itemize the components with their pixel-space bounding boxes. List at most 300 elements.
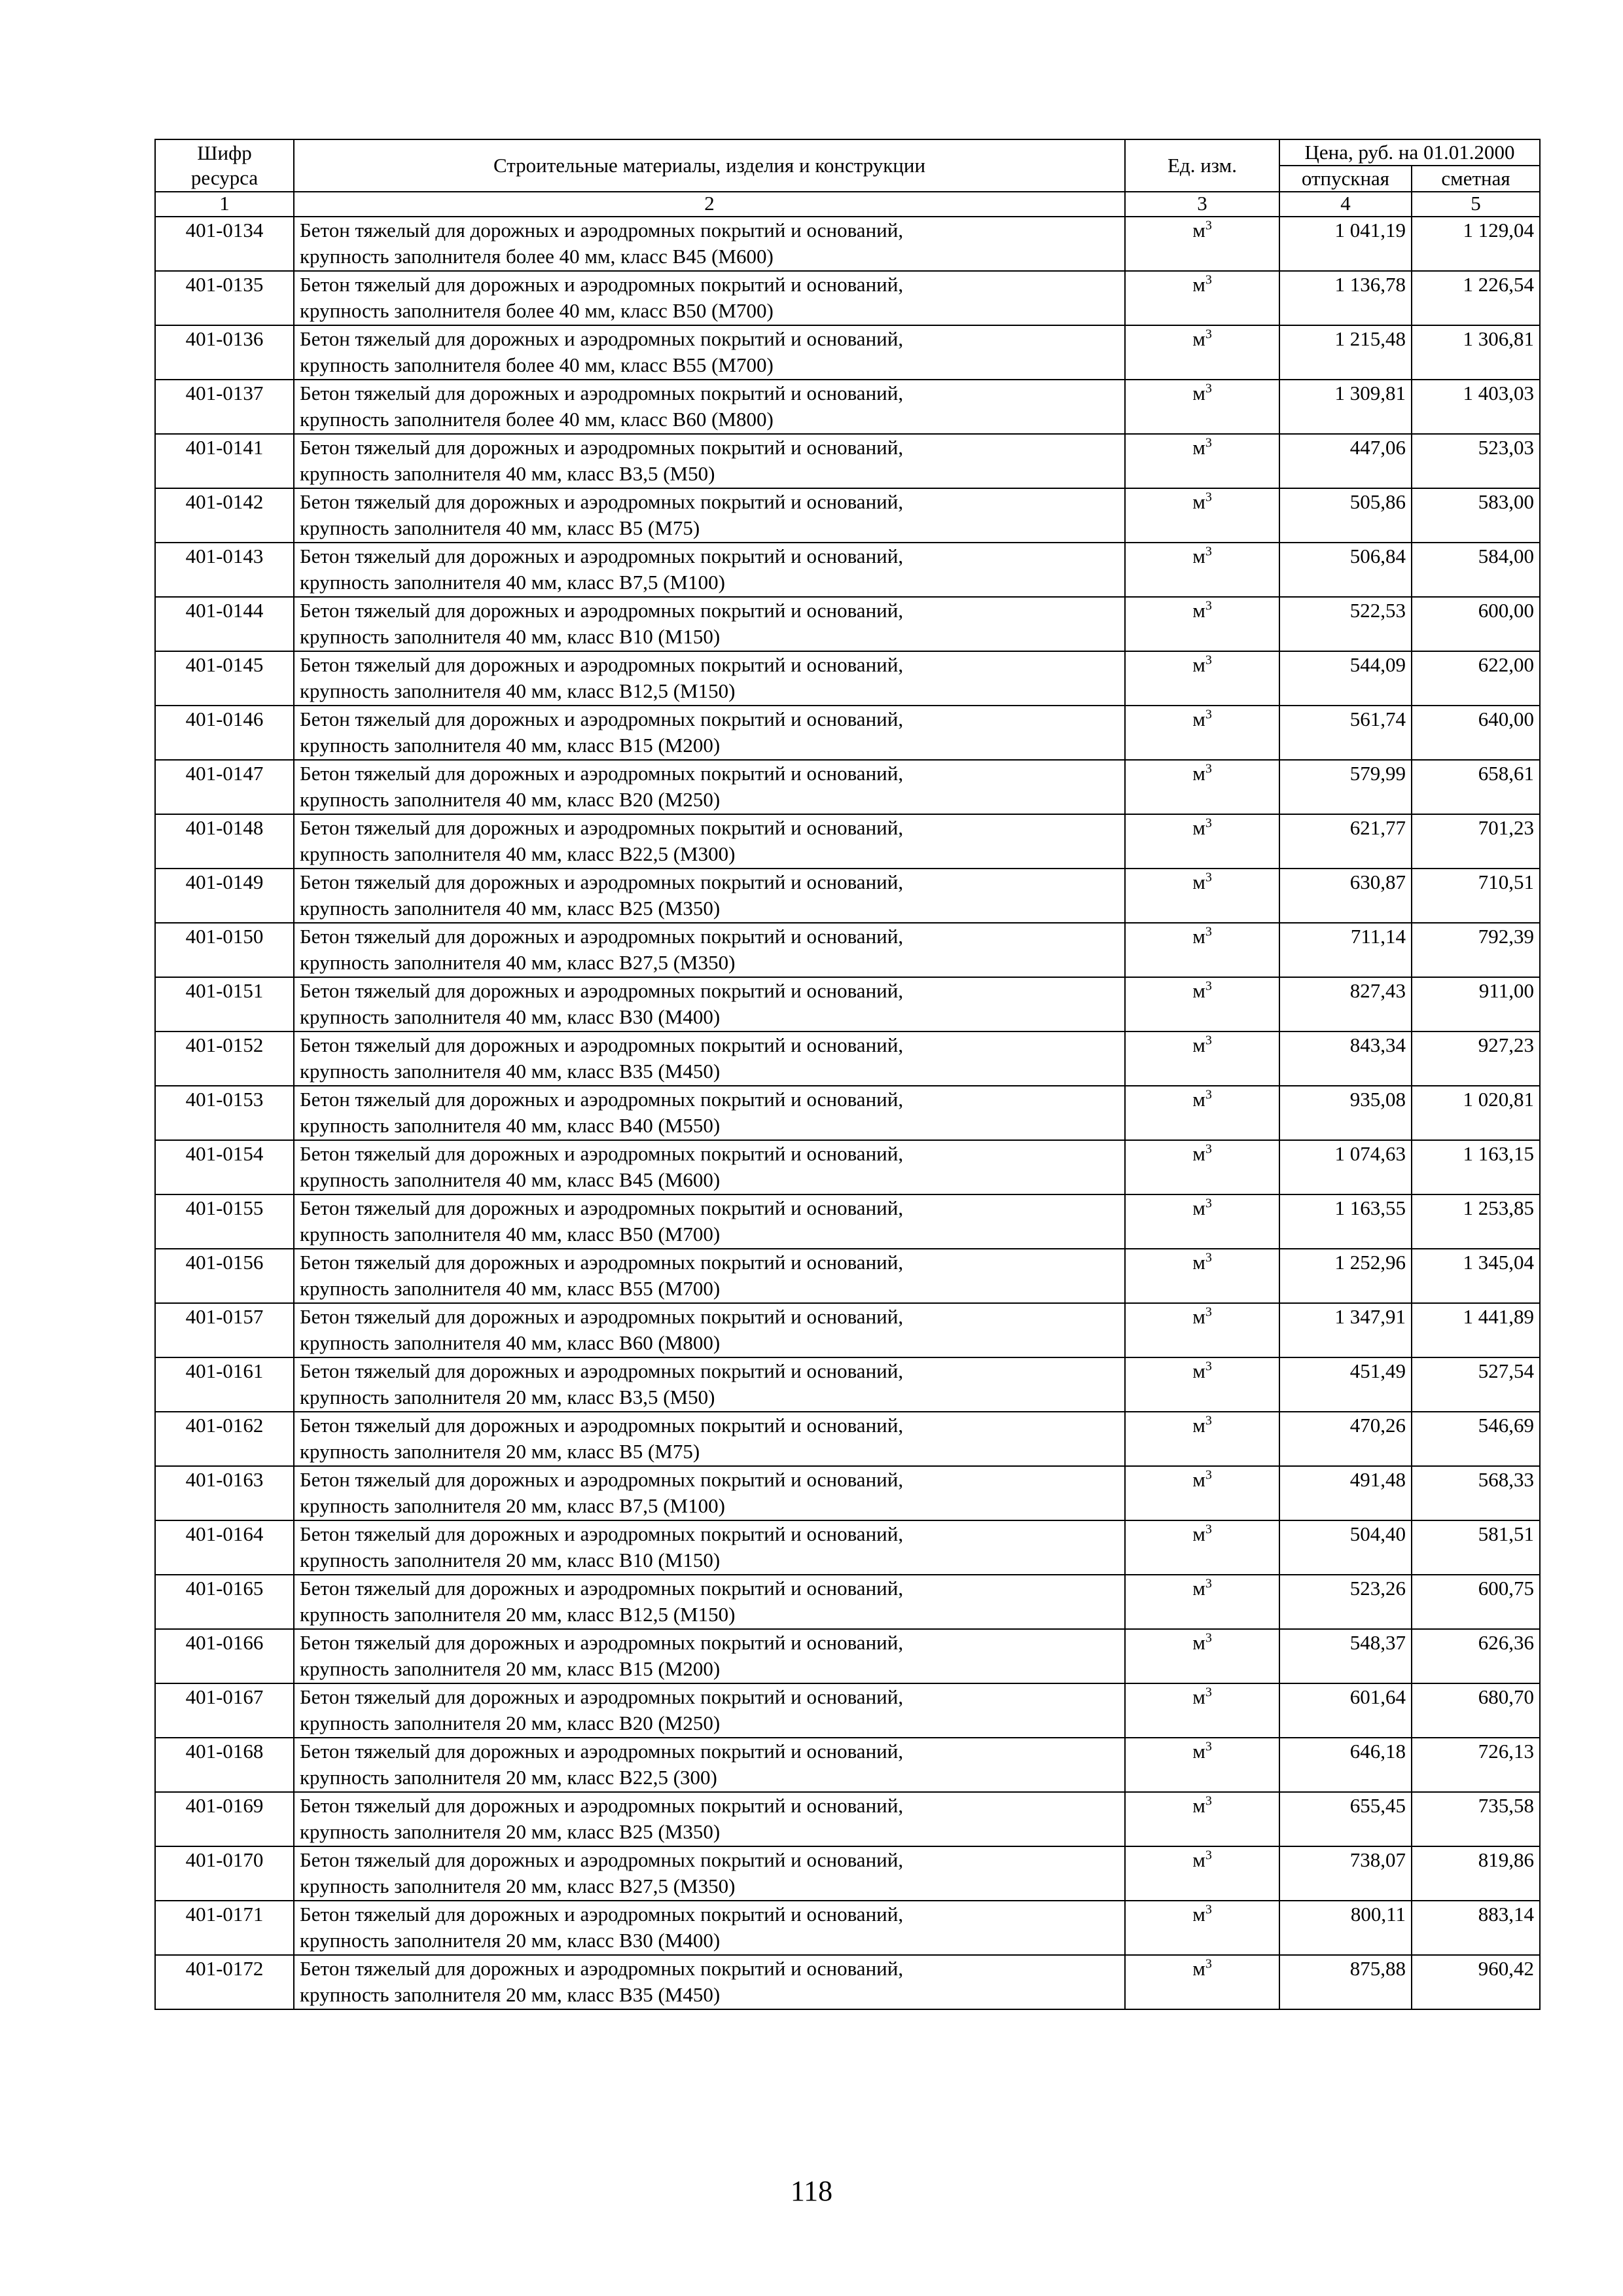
material-name-line2: крупность заполнителя 20 мм, класс В12,5 (М150) xyxy=(300,1603,736,1626)
material-name xyxy=(294,1140,1125,1194)
unit-base: м xyxy=(1192,1903,1205,1926)
price-estimate: 546,69 xyxy=(1412,1412,1540,1466)
unit xyxy=(1125,1738,1279,1792)
unit xyxy=(1125,1031,1279,1086)
price-release: 1 215,48 xyxy=(1279,325,1412,380)
unit xyxy=(1125,1792,1279,1846)
material-name-line2: крупность заполнителя 20 мм, класс В22,5 (300) xyxy=(300,1766,717,1789)
price-release: 505,86 xyxy=(1279,488,1412,543)
material-name-line1: Бетон тяжелый для дорожных и аэродромных покрытий и оснований, xyxy=(300,382,904,404)
unit-power: 3 xyxy=(1205,1359,1212,1374)
material-name xyxy=(294,1086,1125,1140)
price-estimate: 568,33 xyxy=(1412,1466,1540,1520)
material-name-line1: Бетон тяжелый для дорожных и аэродромных покрытий и оснований, xyxy=(300,979,904,1002)
resource-code: 401-0147 xyxy=(155,760,294,814)
resource-code: 401-0150 xyxy=(155,923,294,977)
table-row xyxy=(155,1683,1540,1738)
price-release: 646,18 xyxy=(1279,1738,1412,1792)
unit xyxy=(1125,434,1279,488)
material-name-line2: крупность заполнителя 40 мм, класс В35 (М450) xyxy=(300,1060,721,1083)
material-name-line1: Бетон тяжелый для дорожных и аэродромных покрытий и оснований, xyxy=(300,1685,904,1708)
price-estimate: 680,70 xyxy=(1412,1683,1540,1738)
price-release: 1 309,81 xyxy=(1279,380,1412,434)
unit-base: м xyxy=(1192,1033,1205,1056)
material-name-line1: Бетон тяжелый для дорожных и аэродромных покрытий и оснований, xyxy=(300,1903,904,1926)
price-release: 491,48 xyxy=(1279,1466,1412,1520)
column-number-5: 5 xyxy=(1412,192,1540,217)
material-name-line2: крупность заполнителя 20 мм, класс В25 (М350) xyxy=(300,1820,721,1843)
material-name-line2: крупность заполнителя 40 мм, класс В45 (М600) xyxy=(300,1168,721,1191)
material-name xyxy=(294,543,1125,597)
resource-code: 401-0151 xyxy=(155,977,294,1031)
table-row xyxy=(155,1194,1540,1249)
price-estimate: 1 306,81 xyxy=(1412,325,1540,380)
material-name xyxy=(294,760,1125,814)
table-row xyxy=(155,1955,1540,2009)
material-name-line2: крупность заполнителя 40 мм, класс В30 (М400) xyxy=(300,1005,721,1028)
table-row xyxy=(155,1738,1540,1792)
unit-base: м xyxy=(1192,1414,1205,1437)
material-name-line2: крупность заполнителя 40 мм, класс В20 (М250) xyxy=(300,788,721,811)
unit-power: 3 xyxy=(1205,653,1212,668)
table-row xyxy=(155,977,1540,1031)
unit-base: м xyxy=(1192,1685,1205,1708)
resource-code: 401-0157 xyxy=(155,1303,294,1357)
price-release: 621,77 xyxy=(1279,814,1412,869)
table-row xyxy=(155,760,1540,814)
price-estimate: 1 441,89 xyxy=(1412,1303,1540,1357)
material-name xyxy=(294,380,1125,434)
material-name-line1: Бетон тяжелый для дорожных и аэродромных покрытий и оснований, xyxy=(300,1522,904,1545)
price-release: 711,14 xyxy=(1279,923,1412,977)
price-release: 470,26 xyxy=(1279,1412,1412,1466)
material-name xyxy=(294,325,1125,380)
resource-code: 401-0169 xyxy=(155,1792,294,1846)
unit xyxy=(1125,706,1279,760)
price-release: 827,43 xyxy=(1279,977,1412,1031)
material-name-line2: крупность заполнителя 40 мм, класс В25 (М350) xyxy=(300,897,721,920)
material-name-line1: Бетон тяжелый для дорожных и аэродромных покрытий и оснований, xyxy=(300,925,904,948)
material-name xyxy=(294,1629,1125,1683)
material-name xyxy=(294,1466,1125,1520)
material-name xyxy=(294,706,1125,760)
unit xyxy=(1125,1846,1279,1901)
price-release: 1 347,91 xyxy=(1279,1303,1412,1357)
material-name-line2: крупность заполнителя 20 мм, класс В5 (М75) xyxy=(300,1440,700,1463)
price-release: 544,09 xyxy=(1279,651,1412,706)
resource-code: 401-0162 xyxy=(155,1412,294,1466)
material-name-line1: Бетон тяжелый для дорожных и аэродромных покрытий и оснований, xyxy=(300,1305,904,1328)
price-estimate: 622,00 xyxy=(1412,651,1540,706)
price-estimate: 735,58 xyxy=(1412,1792,1540,1846)
material-name xyxy=(294,869,1125,923)
table-row xyxy=(155,1901,1540,1955)
unit-base: м xyxy=(1192,762,1205,785)
unit-power: 3 xyxy=(1205,490,1212,505)
table-row xyxy=(155,488,1540,543)
price-release: 548,37 xyxy=(1279,1629,1412,1683)
material-name-line2: крупность заполнителя 40 мм, класс В40 (М550) xyxy=(300,1114,721,1137)
material-name-line2: крупность заполнителя 40 мм, класс В5 (М75) xyxy=(300,516,700,539)
resource-code: 401-0164 xyxy=(155,1520,294,1575)
unit-power: 3 xyxy=(1205,327,1212,342)
material-name-line1: Бетон тяжелый для дорожных и аэродромных покрытий и оснований, xyxy=(300,490,904,513)
price-release: 506,84 xyxy=(1279,543,1412,597)
material-name xyxy=(294,1683,1125,1738)
unit-power: 3 xyxy=(1205,1087,1212,1102)
resource-code: 401-0149 xyxy=(155,869,294,923)
material-name-line2: крупность заполнителя 40 мм, класс В10 (М150) xyxy=(300,625,721,648)
material-name-line1: Бетон тяжелый для дорожных и аэродромных покрытий и оснований, xyxy=(300,327,904,350)
price-estimate: 911,00 xyxy=(1412,977,1540,1031)
price-release: 630,87 xyxy=(1279,869,1412,923)
material-name-line2: крупность заполнителя 40 мм, класс В3,5 (М50) xyxy=(300,462,715,485)
price-release: 451,49 xyxy=(1279,1357,1412,1412)
unit-base: м xyxy=(1192,382,1205,404)
resource-code: 401-0143 xyxy=(155,543,294,597)
resource-code: 401-0136 xyxy=(155,325,294,380)
price-estimate: 523,03 xyxy=(1412,434,1540,488)
resource-code: 401-0170 xyxy=(155,1846,294,1901)
material-name-line2: крупность заполнителя более 40 мм, класс В55 (М700) xyxy=(300,353,774,376)
material-name-line1: Бетон тяжелый для дорожных и аэродромных покрытий и оснований, xyxy=(300,816,904,839)
unit-power: 3 xyxy=(1205,870,1212,885)
material-name xyxy=(294,271,1125,325)
unit-power: 3 xyxy=(1205,761,1212,776)
material-name-line1: Бетон тяжелый для дорожных и аэродромных покрытий и оснований, xyxy=(300,545,904,567)
material-name xyxy=(294,434,1125,488)
table-row xyxy=(155,1629,1540,1683)
material-name-line1: Бетон тяжелый для дорожных и аэродромных покрытий и оснований, xyxy=(300,1142,904,1165)
price-estimate: 927,23 xyxy=(1412,1031,1540,1086)
material-name-line1: Бетон тяжелый для дорожных и аэродромных покрытий и оснований, xyxy=(300,1088,904,1111)
material-name xyxy=(294,1846,1125,1901)
table-row xyxy=(155,651,1540,706)
material-name xyxy=(294,1194,1125,1249)
material-name-line1: Бетон тяжелый для дорожных и аэродромных покрытий и оснований, xyxy=(300,273,904,296)
unit-base: м xyxy=(1192,979,1205,1002)
resource-code: 401-0148 xyxy=(155,814,294,869)
unit xyxy=(1125,977,1279,1031)
material-name xyxy=(294,1303,1125,1357)
resource-code: 401-0153 xyxy=(155,1086,294,1140)
material-name-line1: Бетон тяжелый для дорожных и аэродромных покрытий и оснований, xyxy=(300,219,904,242)
table-row xyxy=(155,1086,1540,1140)
unit-base: м xyxy=(1192,816,1205,839)
resource-code: 401-0165 xyxy=(155,1575,294,1629)
price-estimate: 583,00 xyxy=(1412,488,1540,543)
material-name-line1: Бетон тяжелый для дорожных и аэродромных покрытий и оснований, xyxy=(300,599,904,622)
material-name-line2: крупность заполнителя 20 мм, класс В35 (М450) xyxy=(300,1983,721,2006)
price-estimate: 600,75 xyxy=(1412,1575,1540,1629)
unit xyxy=(1125,1520,1279,1575)
material-name xyxy=(294,1520,1125,1575)
material-name-line1: Бетон тяжелый для дорожных и аэродромных покрытий и оснований, xyxy=(300,1740,904,1763)
table-row xyxy=(155,1412,1540,1466)
price-release: 1 074,63 xyxy=(1279,1140,1412,1194)
unit-power: 3 xyxy=(1205,435,1212,450)
table-row xyxy=(155,1846,1540,1901)
price-estimate: 1 253,85 xyxy=(1412,1194,1540,1249)
table-row xyxy=(155,543,1540,597)
unit-power: 3 xyxy=(1205,924,1212,939)
unit xyxy=(1125,1086,1279,1140)
unit-base: м xyxy=(1192,545,1205,567)
material-name xyxy=(294,1412,1125,1466)
price-release: 447,06 xyxy=(1279,434,1412,488)
column-number-2: 2 xyxy=(294,192,1125,217)
material-name xyxy=(294,1575,1125,1629)
price-release: 579,99 xyxy=(1279,760,1412,814)
resource-code: 401-0172 xyxy=(155,1955,294,2009)
header-price: Цена, руб. на 01.01.2000 xyxy=(1279,139,1540,166)
unit-power: 3 xyxy=(1205,1141,1212,1157)
header-code-line1: Шифр xyxy=(197,141,252,164)
material-name-line2: крупность заполнителя 40 мм, класс В22,5 (М300) xyxy=(300,842,736,865)
material-name xyxy=(294,1792,1125,1846)
material-name-line2: крупность заполнителя 20 мм, класс В15 (М200) xyxy=(300,1657,721,1680)
unit-base: м xyxy=(1192,1305,1205,1328)
material-name-line2: крупность заполнителя 40 мм, класс В12,5 (М150) xyxy=(300,679,736,702)
material-name-line1: Бетон тяжелый для дорожных и аэродромных покрытий и оснований, xyxy=(300,1033,904,1056)
material-name xyxy=(294,1031,1125,1086)
unit-power: 3 xyxy=(1205,707,1212,722)
unit xyxy=(1125,923,1279,977)
unit xyxy=(1125,597,1279,651)
price-estimate: 1 129,04 xyxy=(1412,217,1540,271)
material-name-line2: крупность заполнителя 20 мм, класс В20 (М250) xyxy=(300,1712,721,1734)
unit-base: м xyxy=(1192,1577,1205,1600)
unit xyxy=(1125,869,1279,923)
unit-base: м xyxy=(1192,219,1205,242)
resource-code: 401-0171 xyxy=(155,1901,294,1955)
material-name-line2: крупность заполнителя 40 мм, класс В7,5 (М100) xyxy=(300,571,725,594)
table-row xyxy=(155,869,1540,923)
price-release: 875,88 xyxy=(1279,1955,1412,2009)
material-name-line1: Бетон тяжелый для дорожных и аэродромных покрытий и оснований, xyxy=(300,1957,904,1980)
unit-base: м xyxy=(1192,1142,1205,1165)
price-release: 843,34 xyxy=(1279,1031,1412,1086)
material-name-line1: Бетон тяжелый для дорожных и аэродромных покрытий и оснований, xyxy=(300,1848,904,1871)
unit-power: 3 xyxy=(1205,1848,1212,1863)
resource-code: 401-0154 xyxy=(155,1140,294,1194)
header-unit: Ед. изм. xyxy=(1125,139,1279,192)
unit-power: 3 xyxy=(1205,1576,1212,1591)
price-estimate: 527,54 xyxy=(1412,1357,1540,1412)
material-name-line2: крупность заполнителя 20 мм, класс В10 (М150) xyxy=(300,1549,721,1571)
material-name-line2: крупность заполнителя более 40 мм, класс В60 (М800) xyxy=(300,408,774,431)
unit-power: 3 xyxy=(1205,1522,1212,1537)
unit-base: м xyxy=(1192,1957,1205,1980)
material-name xyxy=(294,488,1125,543)
price-estimate: 792,39 xyxy=(1412,923,1540,977)
material-name xyxy=(294,217,1125,271)
material-name-line1: Бетон тяжелый для дорожных и аэродромных покрытий и оснований, xyxy=(300,1468,904,1491)
price-release: 655,45 xyxy=(1279,1792,1412,1846)
price-table xyxy=(154,139,1541,2010)
unit-power: 3 xyxy=(1205,381,1212,396)
material-name-line1: Бетон тяжелый для дорожных и аэродромных покрытий и оснований, xyxy=(300,1414,904,1437)
unit-base: м xyxy=(1192,1251,1205,1274)
table-row xyxy=(155,1575,1540,1629)
unit xyxy=(1125,1140,1279,1194)
material-name-line2: крупность заполнителя 40 мм, класс В50 (М700) xyxy=(300,1223,721,1246)
page-number: 118 xyxy=(790,2175,833,2207)
material-name-line2: крупность заполнителя 20 мм, класс В27,5 (М350) xyxy=(300,1874,736,1897)
unit-base: м xyxy=(1192,1468,1205,1491)
unit-power: 3 xyxy=(1205,1033,1212,1048)
material-name xyxy=(294,1738,1125,1792)
unit-base: м xyxy=(1192,653,1205,676)
price-release: 504,40 xyxy=(1279,1520,1412,1575)
unit-power: 3 xyxy=(1205,1304,1212,1319)
unit-base: м xyxy=(1192,490,1205,513)
price-release: 561,74 xyxy=(1279,706,1412,760)
price-estimate: 640,00 xyxy=(1412,706,1540,760)
table-row xyxy=(155,923,1540,977)
table-row xyxy=(155,1140,1540,1194)
unit xyxy=(1125,543,1279,597)
price-release: 1 041,19 xyxy=(1279,217,1412,271)
unit xyxy=(1125,1249,1279,1303)
unit xyxy=(1125,488,1279,543)
material-name-line1: Бетон тяжелый для дорожных и аэродромных покрытий и оснований, xyxy=(300,1794,904,1817)
unit xyxy=(1125,1466,1279,1520)
price-estimate: 1 163,15 xyxy=(1412,1140,1540,1194)
material-name-line1: Бетон тяжелый для дорожных и аэродромных покрытий и оснований, xyxy=(300,708,904,730)
unit-base: м xyxy=(1192,1196,1205,1219)
material-name-line2: крупность заполнителя 20 мм, класс В3,5 (М50) xyxy=(300,1386,715,1408)
unit-base: м xyxy=(1192,1359,1205,1382)
material-name xyxy=(294,651,1125,706)
table-row xyxy=(155,597,1540,651)
price-estimate: 1 226,54 xyxy=(1412,271,1540,325)
unit xyxy=(1125,217,1279,271)
material-name-line1: Бетон тяжелый для дорожных и аэродромных покрытий и оснований, xyxy=(300,1577,904,1600)
price-estimate: 658,61 xyxy=(1412,760,1540,814)
unit-power: 3 xyxy=(1205,1685,1212,1700)
header-price-release: отпускная xyxy=(1279,166,1412,192)
resource-code: 401-0145 xyxy=(155,651,294,706)
unit-base: м xyxy=(1192,925,1205,948)
resource-code: 401-0137 xyxy=(155,380,294,434)
unit-base: м xyxy=(1192,327,1205,350)
resource-code: 401-0155 xyxy=(155,1194,294,1249)
material-name xyxy=(294,597,1125,651)
unit xyxy=(1125,814,1279,869)
price-estimate: 883,14 xyxy=(1412,1901,1540,1955)
header-code-line2: ресурса xyxy=(190,166,259,189)
price-estimate: 1 345,04 xyxy=(1412,1249,1540,1303)
unit-base: м xyxy=(1192,708,1205,730)
material-name xyxy=(294,814,1125,869)
material-name-line1: Бетон тяжелый для дорожных и аэродромных покрытий и оснований, xyxy=(300,436,904,459)
resource-code: 401-0152 xyxy=(155,1031,294,1086)
unit-base: м xyxy=(1192,436,1205,459)
material-name-line2: крупность заполнителя более 40 мм, класс В45 (М600) xyxy=(300,245,774,268)
unit xyxy=(1125,1901,1279,1955)
table-row xyxy=(155,1357,1540,1412)
table-row xyxy=(155,380,1540,434)
unit-power: 3 xyxy=(1205,1902,1212,1917)
column-number-1: 1 xyxy=(155,192,294,217)
table-row xyxy=(155,1466,1540,1520)
unit xyxy=(1125,380,1279,434)
unit-base: м xyxy=(1192,599,1205,622)
unit xyxy=(1125,1357,1279,1412)
unit-base: м xyxy=(1192,1522,1205,1545)
unit-base: м xyxy=(1192,870,1205,893)
resource-code: 401-0144 xyxy=(155,597,294,651)
price-estimate: 584,00 xyxy=(1412,543,1540,597)
material-name-line1: Бетон тяжелый для дорожных и аэродромных покрытий и оснований, xyxy=(300,1359,904,1382)
unit xyxy=(1125,1955,1279,2009)
resource-code: 401-0166 xyxy=(155,1629,294,1683)
unit-base: м xyxy=(1192,1631,1205,1654)
unit-power: 3 xyxy=(1205,1196,1212,1211)
material-name xyxy=(294,977,1125,1031)
price-release: 800,11 xyxy=(1279,1901,1412,1955)
unit-power: 3 xyxy=(1205,598,1212,613)
unit-power: 3 xyxy=(1205,218,1212,233)
unit-power: 3 xyxy=(1205,544,1212,559)
price-release: 601,64 xyxy=(1279,1683,1412,1738)
price-release: 522,53 xyxy=(1279,597,1412,651)
material-name-line2: крупность заполнителя 20 мм, класс В30 (М400) xyxy=(300,1929,721,1952)
price-estimate: 1 403,03 xyxy=(1412,380,1540,434)
unit-power: 3 xyxy=(1205,1467,1212,1482)
price-estimate: 960,42 xyxy=(1412,1955,1540,2009)
resource-code: 401-0146 xyxy=(155,706,294,760)
material-name-line2: крупность заполнителя 40 мм, класс В55 (М700) xyxy=(300,1277,721,1300)
material-name xyxy=(294,1901,1125,1955)
unit-base: м xyxy=(1192,1088,1205,1111)
price-estimate: 710,51 xyxy=(1412,869,1540,923)
price-release: 1 163,55 xyxy=(1279,1194,1412,1249)
price-estimate: 1 020,81 xyxy=(1412,1086,1540,1140)
header-materials: Строительные материалы, изделия и конструкции xyxy=(294,139,1125,192)
unit-power: 3 xyxy=(1205,816,1212,831)
table-body xyxy=(155,217,1540,2009)
resource-code: 401-0135 xyxy=(155,271,294,325)
unit xyxy=(1125,760,1279,814)
material-name-line1: Бетон тяжелый для дорожных и аэродромных покрытий и оснований, xyxy=(300,1196,904,1219)
material-name-line2: крупность заполнителя 40 мм, класс В27,5 (М350) xyxy=(300,951,736,974)
unit-power: 3 xyxy=(1205,1250,1212,1265)
table-row xyxy=(155,706,1540,760)
resource-code: 401-0161 xyxy=(155,1357,294,1412)
material-name-line2: крупность заполнителя более 40 мм, класс В50 (М700) xyxy=(300,299,774,322)
material-name xyxy=(294,1249,1125,1303)
unit-power: 3 xyxy=(1205,272,1212,287)
unit-power: 3 xyxy=(1205,1413,1212,1428)
price-release: 1 136,78 xyxy=(1279,271,1412,325)
material-name-line1: Бетон тяжелый для дорожных и аэродромных покрытий и оснований, xyxy=(300,653,904,676)
material-name-line1: Бетон тяжелый для дорожных и аэродромных покрытий и оснований, xyxy=(300,870,904,893)
price-release: 935,08 xyxy=(1279,1086,1412,1140)
table-row xyxy=(155,271,1540,325)
material-name-line2: крупность заполнителя 20 мм, класс В7,5 (М100) xyxy=(300,1494,725,1517)
price-estimate: 581,51 xyxy=(1412,1520,1540,1575)
table-row xyxy=(155,1031,1540,1086)
header-resource-code xyxy=(155,139,294,192)
unit xyxy=(1125,1194,1279,1249)
unit xyxy=(1125,271,1279,325)
table-row xyxy=(155,217,1540,271)
table-row xyxy=(155,325,1540,380)
price-estimate: 600,00 xyxy=(1412,597,1540,651)
table-row xyxy=(155,1303,1540,1357)
